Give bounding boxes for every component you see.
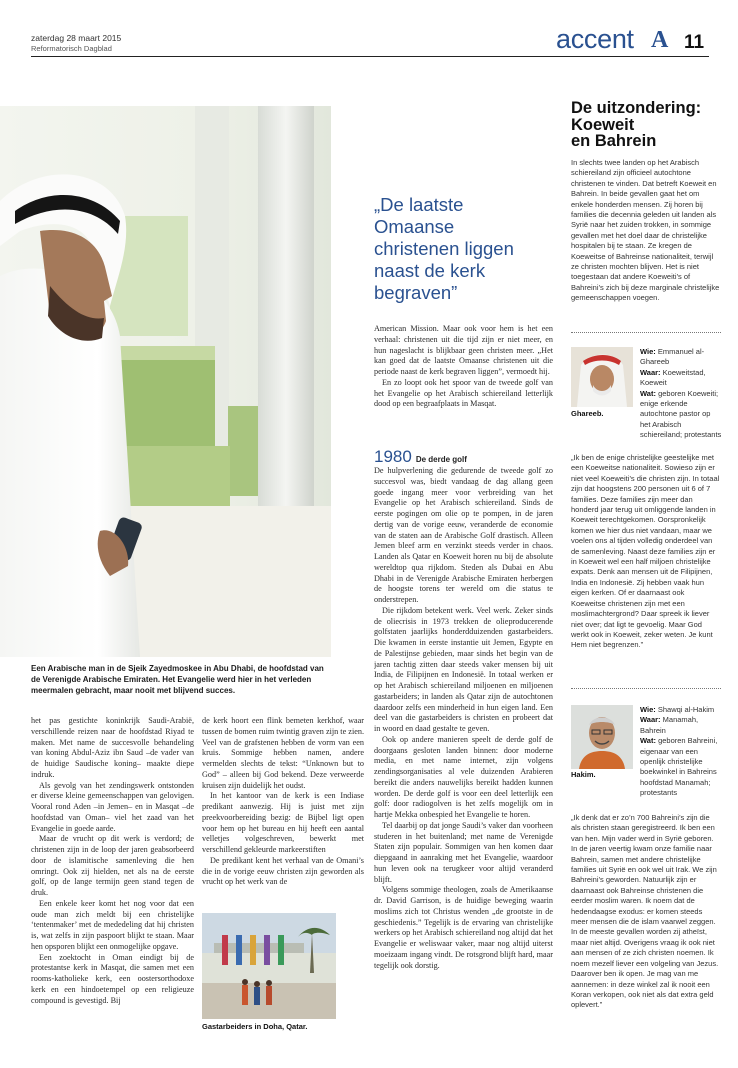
subheading-text: De derde golf [415, 455, 467, 464]
paragraph: Ook op andere manieren speelt de derde golf de doorgaans gesloten landen binnen: door moderne media, en met name internet, zijn volgens zendingsorganisaties al vele duizenden Arabieren bereikt die anders nauwelijks bereikt hadden kunnen worden. De derde golf is voor een deel letterlijk een golf: door radiogolven is het zelfs mogelijk om in hartje Mekka onbespied het Evangelie te horen. [374, 734, 553, 819]
sidebar-divider [571, 332, 721, 333]
waar-value: Koeweitstad, Koeweit [640, 367, 706, 388]
paragraph: Die rijkdom betekent werk. Veel werk. Zeker sinds de oliecrisis in 1973 trekken de olieproducerende golfstaten jaarlijks honderdduizenden gastarbeiders. Die kwamen in eerste instantie uit Jemen, Egypte en de Palestijnse gebieden, maar sinds het begin van de jaren tachtig zitten daar steeds vaker mensen bij uit India, de Filipijnen en Indonesië. In totaal werken er op het Arabisch schiereiland miljoenen en miljoenen gastarbeiders; in landen als Qatar zijn de autochtonen daardoor zelfs een minderheid in hun eigen land. Een deel van die gastarbeiders is christen en probeert dat in woord en daad gestalte te geven. [374, 605, 553, 733]
main-photo [0, 106, 331, 657]
paragraph: En zo loopt ook het spoor van de tweede golf van het Evangelie op het Arabisch schiereiland letterlijk dood op een begraafplaats in Masqat. [374, 377, 553, 409]
paragraph: Een zoektocht in Oman eindigt bij de protestantse kerk in Masqat, die samen met een rooms-katholieke kerk, een oostersorthodoxe kerk en een hindoetempel op een religieuze compound is gevestigd. Bij [31, 952, 194, 1005]
paragraph: De hulpverlening die gedurende de tweede golf zo succesvol was, biedt vandaag de dag allang geen goede ingang meer voor verbreiding van het Evangelie op het Arabisch schiereiland. Sinds de eerste pogingen om olie op te pompen, in de jaren dertig van de vorige eeuw, veranderde de economie van de staten aan de Arabische Golf drastisch. Alleen Jemen bleef arm en verzinkt steeds verder in chaos. Landen als Qatar en Koeweit horen nu bij de absolute wereldtop qua rijkdom. Steden als Dubai en Abu Dhabi in de Verenigde Arabische Emiraten herbergen de hoogste torens ter wereld om die status te onderstrepen. [374, 466, 553, 604]
hakim-profile [640, 705, 722, 799]
ghareeb-photo [571, 347, 633, 407]
ghareeb-profile [640, 347, 722, 441]
paragraph: De predikant kent het verhaal van de Omani’s die in de vorige eeuw christen zijn geworden als vrucht op het werk van de [202, 855, 364, 887]
doha-photo [202, 913, 336, 1019]
wie-label: Wie: [640, 705, 656, 714]
section-name: accent [556, 24, 634, 54]
subheading-1980 [374, 447, 467, 467]
newspaper-name: Reformatorisch Dagblad [31, 44, 112, 53]
paragraph: Een enkele keer komt het nog voor dat een oude man zich meldt bij een christelijke ‘tentenmaker’ met de mededeling dat hij christen is, wat zelfs in zijn paspoort blijkt te staan. Maar hen opsporen blijkt een onmogelijke opgave. [31, 898, 194, 951]
sidebar-divider [571, 688, 721, 689]
paragraph: American Mission. Maar ook voor hem is het een verhaal: christenen uit die tijd zijn er niet meer, en hun nageslacht is blijkbaar geen christen meer. „Het kan goed dat de laatste Omaanse christenen uit die periode naast de kerk begraven liggen”, vermoedt hij. [374, 324, 553, 376]
pull-quote-line: Omaanse [374, 216, 455, 237]
paragraph: de kerk hoort een flink bemeten kerkhof, waar tussen de bomen ruim twintig graven zijn te zien. Veel van de grafstenen hebben de vorm van een kruis. Sommige hebben namen, andere vermelden slechts de tekst: “Unknown but to God” – alleen bij God bekend. Deze verweerde kruisen zijn duidelijk het oudst. [202, 716, 364, 790]
pull-quote-line: christenen liggen [374, 238, 514, 259]
wat-value: geboren Koeweiti; enige erkende autochtone pastor op het Arabisch schiereiland; protestants [640, 388, 722, 440]
waar-value: Manamah, Bahrein [640, 715, 699, 735]
paragraph: Maar de vrucht op dit werk is verdord; de christenen zijn in de loop der jaren geabsorbeerd door de islamitische samenleving die hen omringt. Ook zij hielden, net als na de eerste golf, op de lange termijn geen stand tegen de druk. [31, 834, 194, 897]
header-rule [31, 56, 709, 57]
wat-value: geboren Bahreini, eigenaar van een openlijk christelijke boekwinkel in Bahreins hoofdstad Manamah; protestants [640, 736, 718, 798]
wie-value: Shawqi al-Hakim [657, 705, 715, 714]
wat-label: Wat: [640, 736, 656, 746]
wie-value: Emmanuel al-Ghareeb [640, 347, 705, 367]
arab-man-photo [0, 106, 331, 657]
pull-quote-line: naast de kerk [374, 260, 486, 281]
wat-label: Wat: [640, 388, 656, 398]
sidebar-title-line: De uitzondering: [571, 99, 702, 117]
page-number: 11 [684, 32, 705, 53]
article-column-2 [202, 716, 364, 910]
ghareeb-portrait [571, 347, 633, 407]
wie-label: Wie: [640, 347, 656, 356]
section-logo: A [651, 27, 669, 53]
gastarbeiders-photo [202, 913, 336, 1019]
pull-quote-line: „De laatste [374, 194, 464, 215]
doha-photo-caption: Gastarbeiders in Doha, Qatar. [202, 1022, 308, 1031]
subheading-year: 1980 [374, 447, 412, 466]
pull-quote [374, 194, 554, 304]
waar-label: Waar: [640, 367, 661, 377]
sidebar-title-line: Koeweit [571, 115, 635, 134]
ghareeb-name-label: Ghareeb. [571, 409, 604, 418]
sidebar-title [571, 100, 721, 150]
paragraph: Volgens sommige theologen, zoals de Amerikaanse dr. David Garrison, is de huidige beweging waarin moslims zich tot Christus wenden „de grootste in de geschiedenis.” Tegelijk is de ervaring van christelijke werkers op het Arabisch schiereiland nog altijd dat het Evangelie er weliswaar vaker, maar nog altijd uiterst moeizaam ingang vindt. De rotsgrond blijft hard, maar tegelijk ook dorstig. [374, 885, 553, 970]
paragraph: Als gevolg van het zendingswerk ontstonden er diverse kleine gemeenschappen van gelovigen. Vooral rond Aden –in Jemen– en in Masqat –de hoofdstad van Oman– viel het zaad van het Evangelie in goede aarde. [31, 780, 194, 833]
waar-label: Waar: [640, 715, 661, 725]
article-column-3 [374, 466, 553, 1044]
paragraph: Tel daarbij op dat jonge Saudi’s vaker dan voorheen studeren in het buitenland; met name de Verenigde Staten zijn populair. Sommigen van hen komen daar diepgaand in aanraking met het Evangelie, waardoor hun leven ook na terugkeer voor altijd veranderd blijft. [374, 820, 553, 884]
article-column-1 [31, 716, 194, 1042]
sidebar-title-line: en Bahrein [571, 132, 657, 150]
ghareeb-quote: „Ik ben de enige christelijke geestelijke met een Koeweitse nationaliteit. Sowieso zijn er niet veel Koeweiti’s die christen zijn. In totaal zijn dat hoogstens 200 personen uit 6 of 7 families. Deze families zijn meer dan honderd jaar terug uit omliggende landen in Koeweit terechtgekomen. Oorspronkelijk komen we hier dus niet vandaan, maar we voelen ons al tijden volledig onderdeel van de samenleving. Naast deze families zijn er in Koeweit wel een half miljoen christelijke expats. Denk aan mensen uit de Filipijnen, India en Indonesië. Zij hebben vaak hun eigen kerken. Of er daarnaast ook Koeweitse christenen zijn met een moslimachtergrond? Daar spreek ik liever niet over; dat ligt te gevoelig. Maar God werkt ook in Koeweit, zeker weten. Je kunt Hem niet begrenzen.” [571, 453, 720, 650]
edition-date: zaterdag 28 maart 2015 [31, 33, 122, 43]
hakim-photo [571, 705, 633, 769]
sidebar-intro: In slechts twee landen op het Arabisch schiereiland zijn officieel autochtone christenen te vinden. Dat betreft Koeweit en Bahrein. In beide gevallen gaat het om enkele honderden mensen. Zij horen bij families die decennia geleden uit landen als Syrië naar het zuiden trokken, in sommige gevallen met het doel daar de christelijke hospitalen bij te staan. Ze kregen de Koeweitse of Bahreinse nationaliteit, terwijl ze christen mochten blijven. Het is niet toegestaan dat andere Koeweiti’s of Bahreini’s zich bij deze marginale christelijke gemeenschappen voegen. [571, 158, 720, 303]
pull-quote-line: begraven” [374, 282, 458, 303]
hakim-quote: „Ik denk dat er zo’n 700 Bahreini’s zijn die als christen staan geregistreerd. Ik ben een van hen. Mijn vader werd in Syrië geboren. In de jaren veertig kwam onze familie naar Bahrein, samen met andere christelijke families uit Syrië en ook wel uit Irak. We zijn Bahreini’s geworden. Natuurlijk zijn er daarnaast ook Bahreinse christenen die eerder moslim waren. Ik noem dat de hedendaagse exodus: er komen steeds meer mensen die de islam vaarwel zeggen. In de meeste gevallen worden zij atheïst, maar niet altijd. Overigens vraag ik ook niet aan mensen of ze zich christen noemen. Ik noem mezelf liever een volgeling van Jezus. Daarover ben ik open. Je mag van me aannemen: in deze winkel zal ik nooit een Koran verkopen, ook niet als dat extra geld oplevert.” [571, 813, 719, 1010]
article-column-3-top [374, 324, 553, 442]
hakim-name-label: Hakim. [571, 770, 596, 779]
hakim-portrait [571, 705, 633, 769]
paragraph: het pas gestichte koninkrijk Saudi-Arabië, verschillende reizen naar de hoofdstad Riyad te maken. Met name de succesvolle behandeling van koning Abdul-Aziz ibn Saud –de vader van de huidige Saudische koning– maakte diepe indruk. [31, 716, 194, 779]
paragraph: In het kantoor van de kerk is een Indiase predikant aanwezig. Hij is juist met zijn preekvoorbereiding bezig: de Bijbel ligt open voor hem op het bureau en hij heeft een aantal velletjes volgeschreven, bewerkt met verschillend gekleurde markeerstiften [202, 791, 364, 854]
photo-caption: Een Arabische man in de Sjeik Zayedmoskee in Abu Dhabi, de hoofdstad van de Verenigde Arabische Emiraten. Het Evangelie werd hier in het verleden meermalen gebracht, maar nooit met blijvend succes. [31, 664, 324, 695]
